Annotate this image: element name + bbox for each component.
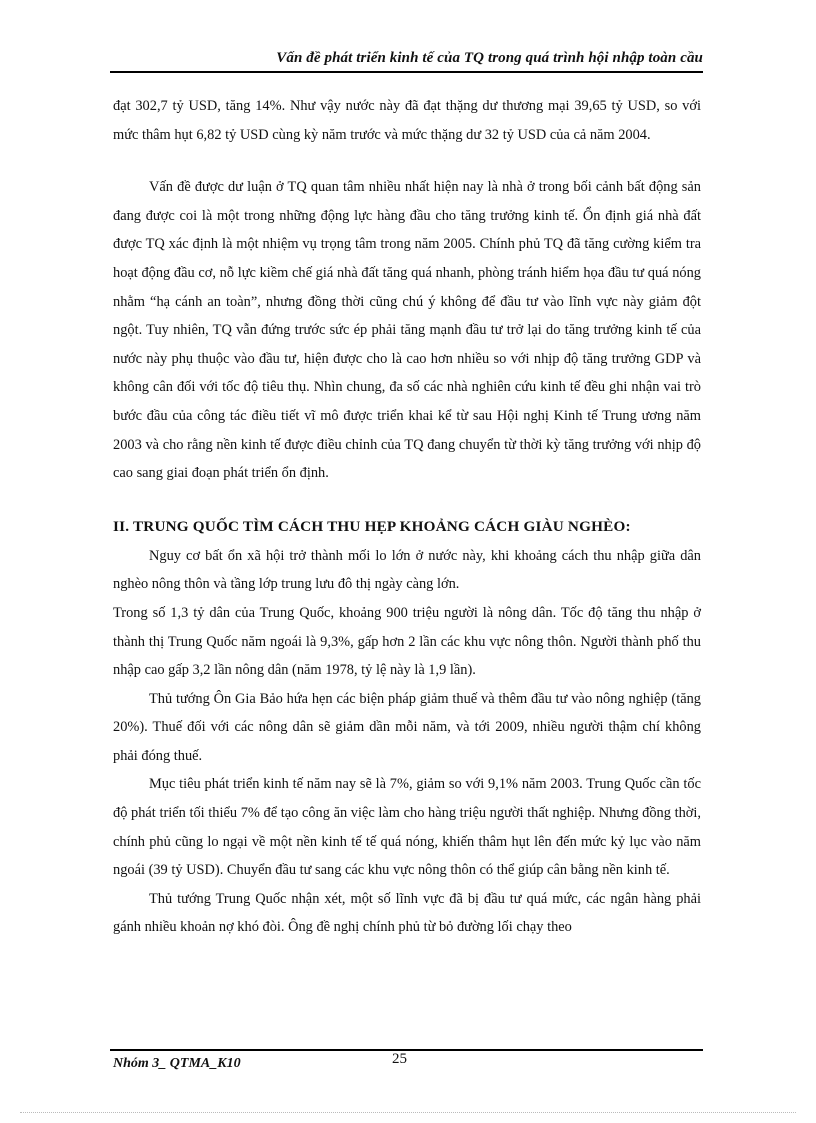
paragraph-investment: Thủ tướng Trung Quốc nhận xét, một số lĩnh vực đã bị đầu tư quá mức, các ngân hàng phải gánh nhiều khoản nợ khó đòi. Ông đề nghị chính phủ từ bỏ đường lối chạy theo <box>113 890 701 936</box>
paragraph-population: Trong số 1,3 tỷ dân của Trung Quốc, khoảng 900 triệu người là nông dân. Tốc độ tăng thu nhập ở thành thị Trung Quốc năm ngoái là 9,3%, gấp hơn 2 lần các khu vực nông thôn. Người thành phố thu nhập cao gấp 3,2 lần nông dân (năm 1978, tỷ lệ này là 1,9 lần). <box>113 604 701 679</box>
paragraph-growth-target: Mục tiêu phát triển kinh tế năm nay sẽ là 7%, giảm so với 9,1% năm 2003. Trung Quốc cần tốc độ phát triển tối thiểu 7% để tạo công ăn việc làm cho hàng triệu người thất nghiệp. Nhưng đồng thời, chính phủ cũng lo ngại về một nền kinh tế tế quá nóng, khiến thâm hụt lên đến mức kỷ lục vào năm ngoái (39 tỷ USD). Chuyển đầu tư sang các khu vực nông thôn có thể giúp cân bằng nền kinh tế. <box>113 776 701 879</box>
footer-group-label: Nhóm 3_ QTMA_K10 <box>113 1056 241 1071</box>
section-heading: II. TRUNG QUỐC TÌM CÁCH THU HẸP KHOẢNG CÁCH GIÀU NGHÈO: <box>113 517 631 535</box>
paragraph-tax-policy: Thủ tướng Ôn Gia Bảo hứa hẹn các biện pháp giảm thuế và thêm đầu tư vào nông nghiệp (tăng 20%). Thuế đối với các nông dân sẽ giảm dần mỗi năm, và tới 2009, nhiều người thậm chí không phải đóng thuế. <box>113 690 701 764</box>
body-content <box>113 92 701 942</box>
paragraph-gap <box>113 488 701 512</box>
paragraph-gap <box>113 149 701 173</box>
running-header-title: Vấn đề phát triển kinh tế của TQ trong quá trình hội nhập toàn cầu <box>276 50 703 66</box>
paragraph-social-risk: Nguy cơ bất ổn xã hội trở thành mối lo lớn ở nước này, khi khoảng cách thu nhập giữa dân nghèo nông thôn và tầng lớp trung lưu đô thị ngày càng lớn. <box>113 547 701 593</box>
header-rule <box>110 71 703 73</box>
paragraph-continuation: đạt 302,7 tỷ USD, tăng 14%. Như vậy nước này đã đạt thặng dư thương mại 39,65 tỷ USD, so với mức thâm hụt 6,82 tỷ USD cùng kỳ năm trước và mức thặng dư 32 tỷ USD của cả năm 2004. <box>113 98 701 143</box>
paragraph-housing: Vấn đề được dư luận ở TQ quan tâm nhiều nhất hiện nay là nhà ở trong bối cảnh bất động sản đang được coi là một trong những động lực hàng đầu cho tăng trưởng kinh tế. Ổn định giá nhà đất được TQ xác định là một nhiệm vụ trọng tâm trong năm 2005. Chính phủ TQ đã tăng cường kiểm tra hoạt động đầu cơ, nỗ lực kiềm chế giá nhà đất tăng quá nhanh, phòng tránh hiểm họa đầu tư quá nóng nhằm “hạ cánh an toàn”, nhưng đồng thời cũng chú ý không để đầu tư vào lĩnh vực này giảm đột ngột. Tuy nhiên, TQ vẫn đứng trước sức ép phải tăng mạnh đầu tư trở lại do tăng trưởng kinh tế của nước này phụ thuộc vào đầu tư, hiện được cho là cao hơn nhiều so với nhịp độ tăng trưởng GDP và không cân đối với tốc độ tiêu thụ. Nhìn chung, đa số các nhà nghiên cứu kinh tế đều ghi nhận vai trò bước đầu của công tác điều tiết vĩ mô được triển khai kể từ sau Hội nghị Kinh tế Trung ương năm 2003 và cho rằng nền kinh tế được điều chỉnh của TQ đang chuyển từ thời kỳ tăng trưởng với nhịp độ cao sang giai đoạn phát triển ổn định. <box>113 179 701 482</box>
page-number: 25 <box>392 1051 407 1067</box>
page-bottom-border <box>20 1112 796 1113</box>
